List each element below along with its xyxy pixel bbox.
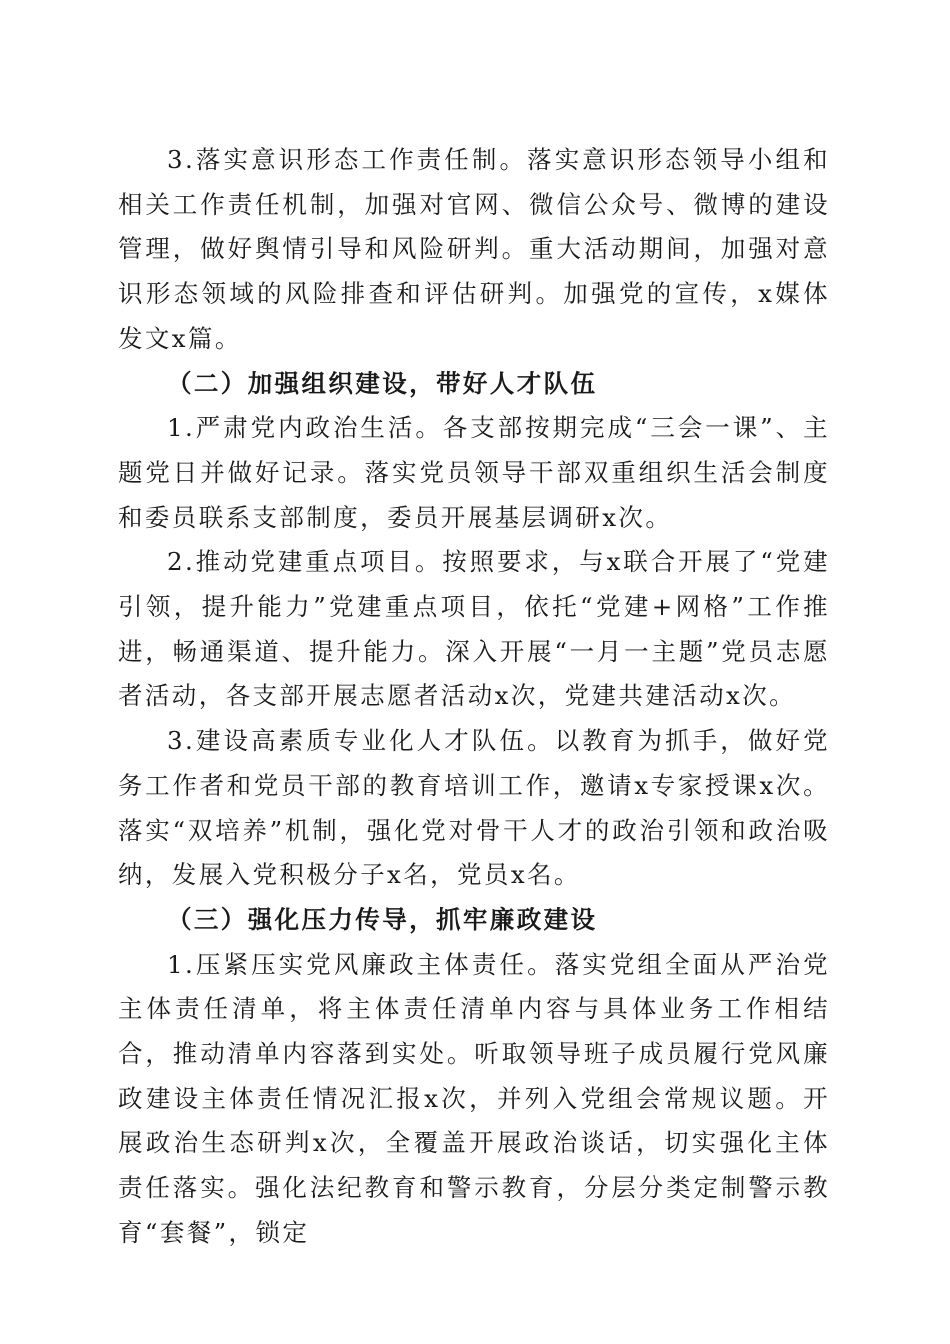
paragraph-key-projects: 2.推动党建重点项目。按照要求，与x联合开展了“党建引领，提升能力”党建重点项目，依托“党建+网格”工作推进，畅通渠道、提升能力。深入开展“一月一主题”党员志愿者活动，各支部开展志愿者活动x次，党建共建活动x次。 bbox=[118, 547, 830, 711]
paragraph-party-life: 1.严肃党内政治生活。各支部按期完成“三会一课”、主题党日并做好记录。落实党员领导干部双重组织生活会制度和委员联系支部制度，委员开展基层调研x次。 bbox=[118, 413, 830, 532]
section-heading-integrity: （三）强化压力传导，抓牢廉政建设 bbox=[167, 904, 598, 934]
paragraph-talent-team: 3.建设高素质专业化人才队伍。以教育为抓手，做好党务工作者和党员干部的教育培训工作，邀请x专家授课x次。落实“双培养”机制，强化党对骨干人才的政治引领和政治吸纳，发展入党积极分子x名，党员x名。 bbox=[118, 726, 830, 890]
document-body bbox=[118, 138, 830, 1256]
section-heading-organization: （二）加强组织建设，带好人才队伍 bbox=[167, 368, 598, 398]
paragraph-integrity-responsibility: 1.压紧压实党风廉政主体责任。落实党组全面从严治党主体责任清单，将主体责任清单内容与具体业务工作相结合，推动清单内容落到实处。听取领导班子成员履行党风廉政建设主体责任情况汇报x次，并列入党组会常规议题。开展政治生态研判x次，全覆盖开展政治谈话，切实强化主体责任落实。强化法纪教育和警示教育，分层分类定制警示教育“套餐”，锁定 bbox=[118, 949, 830, 1247]
paragraph-ideology-responsibility: 3.落实意识形态工作责任制。落实意识形态领导小组和相关工作责任机制，加强对官网、微信公众号、微博的建设管理，做好舆情引导和风险研判。重大活动期间，加强对意识形态领域的风险排查和评估研判。加强党的宣传，x媒体发文x篇。 bbox=[118, 145, 830, 353]
